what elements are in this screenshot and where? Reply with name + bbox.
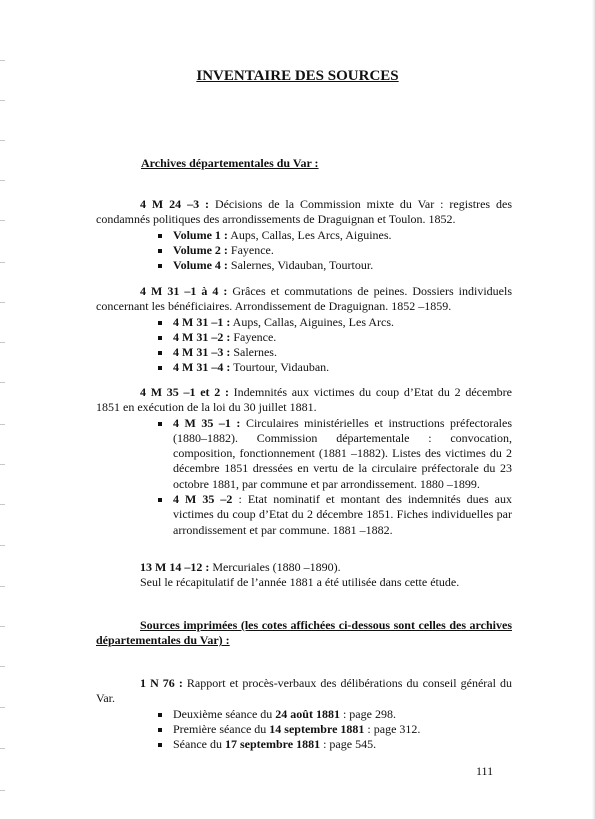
entry-4M24: [96, 197, 512, 273]
entry-paragraph: [96, 284, 512, 315]
list-item: [156, 315, 512, 330]
item-ref: 4 M 35 –2: [173, 492, 233, 507]
item-text: : page 298.: [339, 706, 396, 721]
list-item: [156, 416, 512, 492]
list-item: [156, 228, 512, 243]
list-item: [156, 360, 512, 375]
item-text: Aups, Callas, Les Arcs, Aiguines.: [227, 227, 392, 242]
item-ref: Volume 2 :: [173, 242, 228, 257]
item-text: : page 312.: [364, 721, 421, 736]
item-ref: 4 M 31 –3 :: [173, 345, 231, 360]
entry-list: [156, 228, 512, 274]
item-text: Fayence.: [227, 242, 274, 257]
item-ref: 4 M 31 –4 :: [173, 360, 231, 375]
list-item: [156, 737, 512, 752]
item-text: : Etat nominatif et montant des indemnités dues aux victimes du coup d’Etat du 2 décembre 1851. Fiches individuelles par arrondissement et par commune. 1881 –1882.: [173, 492, 513, 537]
list-item: [156, 492, 512, 538]
item-text: Circulaires ministérielles et instructions préfectorales (1880–1882). Commission départementale : convocation, composition, fonctionnement (1881 –1882). Listes des victimes du 2 décembre 1851 dressées en vertu de la circulaire préfectorale du 23 octobre 1881, par commune et par arrondissement. 1880 –1899.: [173, 415, 512, 491]
list-item: [156, 707, 512, 722]
entry-paragraph: [140, 560, 512, 575]
entry-1N76: [96, 676, 512, 752]
entry-paragraph: [96, 676, 512, 707]
section-heading-archives: Archives départementales du Var :: [141, 156, 319, 170]
entry-ref: 4 M 35 –1 et 2 :: [140, 385, 229, 399]
entry-4M35: [96, 385, 512, 538]
item-date: 24 août 1881: [275, 706, 340, 721]
item-date: 17 septembre 1881: [224, 737, 321, 752]
item-text: Aups, Callas, Aiguines, Les Arcs.: [230, 314, 394, 329]
item-date: 14 septembre 1881: [269, 721, 365, 736]
entry-text: Rapport et procès-verbaux des délibérations du conseil général du Var.: [96, 676, 512, 706]
item-text: Tourtour, Vidauban.: [230, 360, 330, 375]
page-number: 111: [476, 764, 494, 778]
item-text: Salernes.: [230, 345, 277, 360]
item-ref: 4 M 35 –1 :: [173, 415, 241, 430]
entry-ref: 4 M 24 –3 :: [140, 197, 210, 211]
item-ref: 4 M 31 –2 :: [173, 329, 231, 344]
list-item: [156, 330, 512, 345]
entry-list: [156, 315, 512, 376]
entry-paragraph: [96, 385, 512, 416]
entry-ref: 1 N 76 :: [140, 676, 183, 690]
entry-note: Seul le récapitulatif de l’année 1881 a été utilisée dans cette étude.: [140, 575, 460, 590]
scan-edge-marks: [0, 0, 6, 819]
item-text: Fayence.: [230, 329, 277, 344]
item-text: Première séance du: [173, 721, 270, 736]
list-item: [156, 258, 512, 273]
list-item: [156, 243, 512, 258]
item-text: Séance du: [173, 737, 225, 752]
list-item: [156, 722, 512, 737]
entry-text: Grâces et commutations de peines. Dossiers individuels concernant les bénéficiaires. Arrondissement de Draguignan. 1852 –1859.: [96, 284, 513, 314]
item-ref: Volume 1 :: [173, 227, 228, 242]
entry-list: [156, 416, 512, 538]
entry-ref: 4 M 31 –1 à 4 :: [140, 284, 228, 298]
entry-text: Indemnités aux victimes du coup d’Etat du 2 décembre 1851 en exécution de la loi du 30 juillet 1881.: [96, 385, 512, 415]
item-text: Deuxième séance du: [173, 706, 276, 721]
item-text: Salernes, Vidauban, Tourtour.: [227, 258, 374, 273]
item-ref: Volume 4 :: [173, 258, 228, 273]
page-title: INVENTAIRE DES SOURCES: [196, 68, 399, 84]
list-item: [156, 345, 512, 360]
entry-4M31: [96, 284, 512, 376]
item-ref: 4 M 31 –1 :: [173, 314, 231, 329]
entry-text: Mercuriales (1880 –1890).: [209, 560, 341, 574]
entry-ref: 13 M 14 –12 :: [140, 560, 210, 574]
entry-list: [156, 707, 512, 753]
entry-13M14: [140, 560, 512, 591]
entry-paragraph: [96, 197, 512, 228]
section-heading-printed-sources: Sources imprimées (les cotes affichées ci-dessous sont celles des archives départementales du Var) :: [96, 618, 512, 648]
item-text: : page 545.: [320, 737, 377, 752]
entry-text: Décisions de la Commission mixte du Var : registres des condamnés politiques des arrondissements de Draguignan et Toulon. 1852.: [96, 197, 512, 227]
